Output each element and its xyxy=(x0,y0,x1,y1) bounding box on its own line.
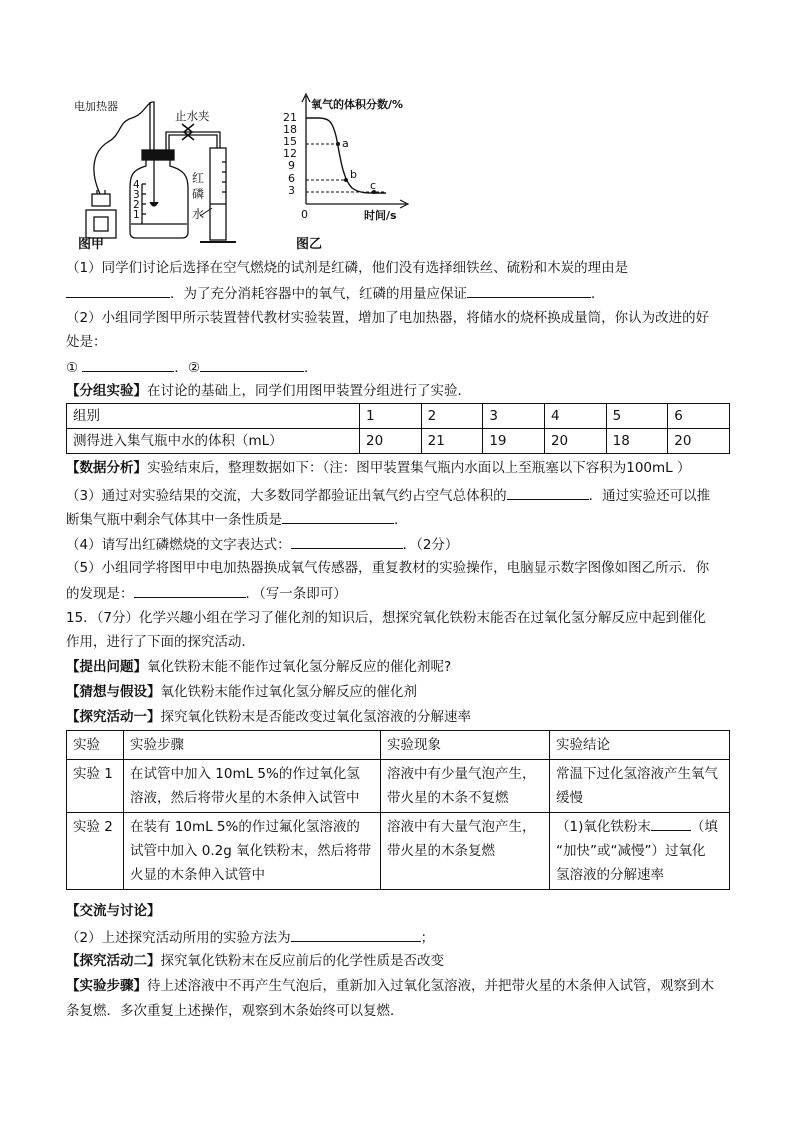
steps-bracket: 【实验步骤】 xyxy=(66,978,147,994)
group-header-cell: 4 xyxy=(544,404,606,429)
exp-header-cell: 实验现象 xyxy=(381,731,550,760)
exp2-concl-pre: （1)氧化铁粉末 xyxy=(556,819,651,835)
q2-blank-1[interactable] xyxy=(82,356,174,372)
exp2-concl-post: （填 xyxy=(690,819,718,835)
q4-end: ．（2分） xyxy=(402,537,459,553)
group-row-cell: 20 xyxy=(360,429,422,454)
q2-text-1: （2）小组同学图甲所示装置替代教材实验装置，增加了电加热器，将储水的烧杯换成量筒，你认为改进的好 xyxy=(66,310,710,326)
q3-blank-1[interactable] xyxy=(507,484,589,500)
exp2-step-line: 试管中加入 0.2g 氧化铁粉末，然后将带 xyxy=(130,843,372,859)
discussion-line xyxy=(66,901,161,921)
activity2-text: 探究氧化铁粉末在反应前后的化学性质是否改变 xyxy=(160,953,444,969)
group-table-header xyxy=(67,404,730,429)
exp-header-cell: 实验 xyxy=(67,731,124,760)
point-a xyxy=(336,142,340,146)
q1-end: ． xyxy=(591,286,605,302)
figures xyxy=(70,92,430,257)
y-tick-21: 21 xyxy=(283,111,297,124)
q5-text-2: 的发现是： xyxy=(66,586,134,602)
label-a: a xyxy=(342,137,349,150)
socket xyxy=(86,210,116,238)
q1-blank-1[interactable] xyxy=(66,282,170,298)
water-label: 水 xyxy=(192,207,205,221)
q3-line2 xyxy=(66,508,408,530)
q3-end: ． xyxy=(394,512,408,528)
hypothesis-text: 氧化铁粉末能作过氧化氢分解反应的催化剂 xyxy=(160,684,417,700)
q5-line1 xyxy=(66,558,709,578)
q4-text: （4）请写出红磷燃烧的文字表达式： xyxy=(66,537,291,553)
exp2-phen-line: 带火星的木条复燃 xyxy=(387,843,495,859)
activity1-line xyxy=(66,707,471,727)
q15-text-1: 15．（7分）化学兴趣小组在学习了催化剂的知识后，想探究氧化铁粉末能否在过氧化氢分解反应中起到催化 xyxy=(66,610,707,626)
exp-header-cell: 实验步骤 xyxy=(124,731,381,760)
exp2-blank[interactable] xyxy=(651,815,691,831)
group-text: 在讨论的基础上，同学们用图甲装置分组进行了实验． xyxy=(147,383,471,399)
phosphorus-label-1: 红 xyxy=(192,171,205,185)
q1-line1 xyxy=(66,258,628,278)
scale-3: 3 xyxy=(133,189,140,201)
group-header-cell: 3 xyxy=(483,404,545,429)
y-axis-label: 氧气的体积分数/% xyxy=(311,98,404,111)
group-header-cell: 2 xyxy=(421,404,483,429)
hypothesis-line xyxy=(66,682,417,702)
q2-line1 xyxy=(66,308,709,328)
activity2-line xyxy=(66,951,444,971)
exp-table-row-2 xyxy=(67,813,730,890)
y-tick-18: 18 xyxy=(283,123,297,136)
exp2-name: 实验 2 xyxy=(67,813,124,890)
group-row-cell: 18 xyxy=(606,429,668,454)
group-row-cell: 21 xyxy=(421,429,483,454)
plug xyxy=(92,194,110,206)
exp2-steps xyxy=(124,813,381,890)
exp2-step-line: 在装有 10mL 5%的作过氟化氢溶液的 xyxy=(130,819,360,835)
phosphorus-label-2: 磷 xyxy=(192,187,205,201)
group-row-cell: 20 xyxy=(544,429,606,454)
group-header-cell: 组别 xyxy=(67,404,360,429)
exp2-concl-line: “加快”或“减慢”）过氧化 xyxy=(556,843,706,859)
exp1-concl-line: 缓慢 xyxy=(556,790,583,806)
q5-blank[interactable] xyxy=(134,582,246,598)
group-intro xyxy=(66,381,471,401)
power-cord xyxy=(94,102,152,194)
exp1-steps xyxy=(124,760,381,813)
q3-text-2: ．通过实验还可以推 xyxy=(588,488,711,504)
exp1-phenomenon xyxy=(381,760,550,813)
scale-1: 1 xyxy=(133,209,140,221)
q3-text-3: 断集气瓶中剩余气体其中一条性质是 xyxy=(66,512,282,528)
steps-line1 xyxy=(66,976,714,996)
q2-sep: ．② xyxy=(174,360,201,376)
q3-text-1: （3）通过对实验结果的交流，大多数同学都验证出氧气约占空气总体积的 xyxy=(66,488,507,504)
figure-a-apparatus xyxy=(74,99,236,242)
origin-label: 0 xyxy=(301,208,308,221)
q2-blank-2[interactable] xyxy=(200,356,304,372)
exp-header-cell: 实验结论 xyxy=(550,731,730,760)
q5-line2 xyxy=(66,582,347,604)
q15-text-2: 作用，进行了下面的探究活动． xyxy=(66,634,255,650)
group-row-cell: 20 xyxy=(668,429,730,454)
q1-line2 xyxy=(66,282,605,304)
label-c: c xyxy=(370,179,377,192)
exp-table-header xyxy=(67,731,730,760)
q2b-text: （2）上述探究活动所用的实验方法为 xyxy=(66,930,291,946)
group-table xyxy=(66,403,730,454)
y-tick-3: 3 xyxy=(288,184,295,197)
y-tick-9: 9 xyxy=(288,159,295,172)
group-row-cell: 19 xyxy=(483,429,545,454)
exp1-phen-line: 带火星的木条不复燃 xyxy=(387,790,509,806)
exp2-step-line: 火显的木条伸入试管中 xyxy=(130,867,265,883)
y-tick-15: 15 xyxy=(283,135,297,148)
activity2-bracket: 【探究活动二】 xyxy=(66,953,161,969)
question-text: 氧化铁粉末能不能作过氧化氢分解反应的催化剂呢? xyxy=(147,659,452,675)
q5-text-1: （5）小组同学将图甲中电加热器换成氧气传感器，重复教材的实验操作，电脑显示数字图像如图乙所示．你 xyxy=(66,560,710,576)
scale-2: 2 xyxy=(133,199,140,211)
q2-end: ． xyxy=(304,360,318,376)
exp-table-row-1 xyxy=(67,760,730,813)
analysis-bracket: 【数据分析】 xyxy=(66,460,147,476)
question-bracket: 【提出问题】 xyxy=(66,659,147,675)
q3-line1 xyxy=(66,484,710,506)
exp2-phenomenon xyxy=(381,813,550,890)
group-row-cell: 测得进入集气瓶中水的体积（mL） xyxy=(67,429,360,454)
q15-line2 xyxy=(66,632,255,652)
q1-blank-2[interactable] xyxy=(467,282,591,298)
q2-line3 xyxy=(66,356,318,378)
scale-4: 4 xyxy=(133,179,140,191)
y-tick-12: 12 xyxy=(283,147,297,160)
exp1-step-line: 溶液，然后将带火星的木条伸入试管中 xyxy=(130,790,360,806)
figure-b-chart xyxy=(283,94,408,252)
discussion-bracket: 【交流与讨论】 xyxy=(66,903,161,919)
activity1-text: 探究氧化铁粉末是否能改变过氧化氢溶液的分解速率 xyxy=(160,709,471,725)
exp1-name: 实验 1 xyxy=(67,760,124,813)
heater-rod xyxy=(152,102,154,152)
y-tick-6: 6 xyxy=(288,172,295,185)
steps-text-1: 待上述溶液中不再产生气泡后，重新加入过氧化氢溶液，并把带火星的木条伸入试管，观察到木 xyxy=(147,978,714,994)
q2-item-1: ① xyxy=(66,360,79,376)
x-axis-label: 时间/s xyxy=(364,209,397,222)
group-header-cell: 1 xyxy=(360,404,422,429)
figure-b-caption: 图乙 xyxy=(296,237,323,252)
activity1-bracket: 【探究活动一】 xyxy=(66,709,161,725)
steps-text-2: 条复燃．多次重复上述操作，观察到木条始终可以复燃． xyxy=(66,1003,404,1019)
exp2-phen-line: 溶液中有大量气泡产生， xyxy=(387,819,536,835)
group-header-cell: 5 xyxy=(606,404,668,429)
exp1-conclusion xyxy=(550,760,730,813)
q1-text-1: （1）同学们讨论后选择在空气燃烧的试剂是红磷，他们没有选择细铁丝、硫粉和木炭的理由是 xyxy=(66,260,629,276)
q1-text-2: ．为了充分消耗容器中的氧气，红磷的用量应保证 xyxy=(170,286,467,302)
question-line xyxy=(66,657,451,677)
label-b: b xyxy=(350,168,357,181)
q3-blank-2[interactable] xyxy=(282,508,394,524)
hypothesis-bracket: 【猜想与假设】 xyxy=(66,684,161,700)
q2b-blank[interactable] xyxy=(291,926,421,942)
q4-blank[interactable] xyxy=(291,533,403,549)
exp2-concl-line: 氢溶液的分解速率 xyxy=(556,867,664,883)
exp2-concl-line xyxy=(556,815,723,839)
group-header-cell: 6 xyxy=(668,404,730,429)
point-b xyxy=(344,178,348,182)
experiment-table xyxy=(66,730,730,890)
steps-line2 xyxy=(66,1001,404,1021)
q2b-line xyxy=(66,926,434,948)
analysis-text: 实验结束后，整理数据如下：（注：图甲装置集气瓶内水面以上至瓶塞以下容积为100mL ） xyxy=(147,460,691,476)
q2-text-2: 处是： xyxy=(66,334,107,350)
q2b-end: ； xyxy=(420,930,435,946)
q15-line1 xyxy=(66,608,706,628)
exp2-conclusion xyxy=(550,813,730,890)
clamp-label: 止水夹 xyxy=(175,109,210,123)
q5-end: ．（写一条即可） xyxy=(245,586,347,602)
q4-line xyxy=(66,533,458,555)
exp1-phen-line: 溶液中有少量气泡产生， xyxy=(387,766,536,782)
stopper xyxy=(142,150,174,160)
group-bracket: 【分组实验】 xyxy=(66,383,147,399)
exp1-concl-line: 常温下过化氢溶液产生氧气 xyxy=(556,766,718,782)
group-table-row xyxy=(67,429,730,454)
figure-a-caption: 图甲 xyxy=(78,237,105,252)
heater-label: 电加热器 xyxy=(74,100,118,113)
exp1-step-line: 在试管中加入 10mL 5%的作过氧化氢 xyxy=(130,766,360,782)
data-analysis xyxy=(66,458,690,478)
q2-line2 xyxy=(66,332,107,352)
